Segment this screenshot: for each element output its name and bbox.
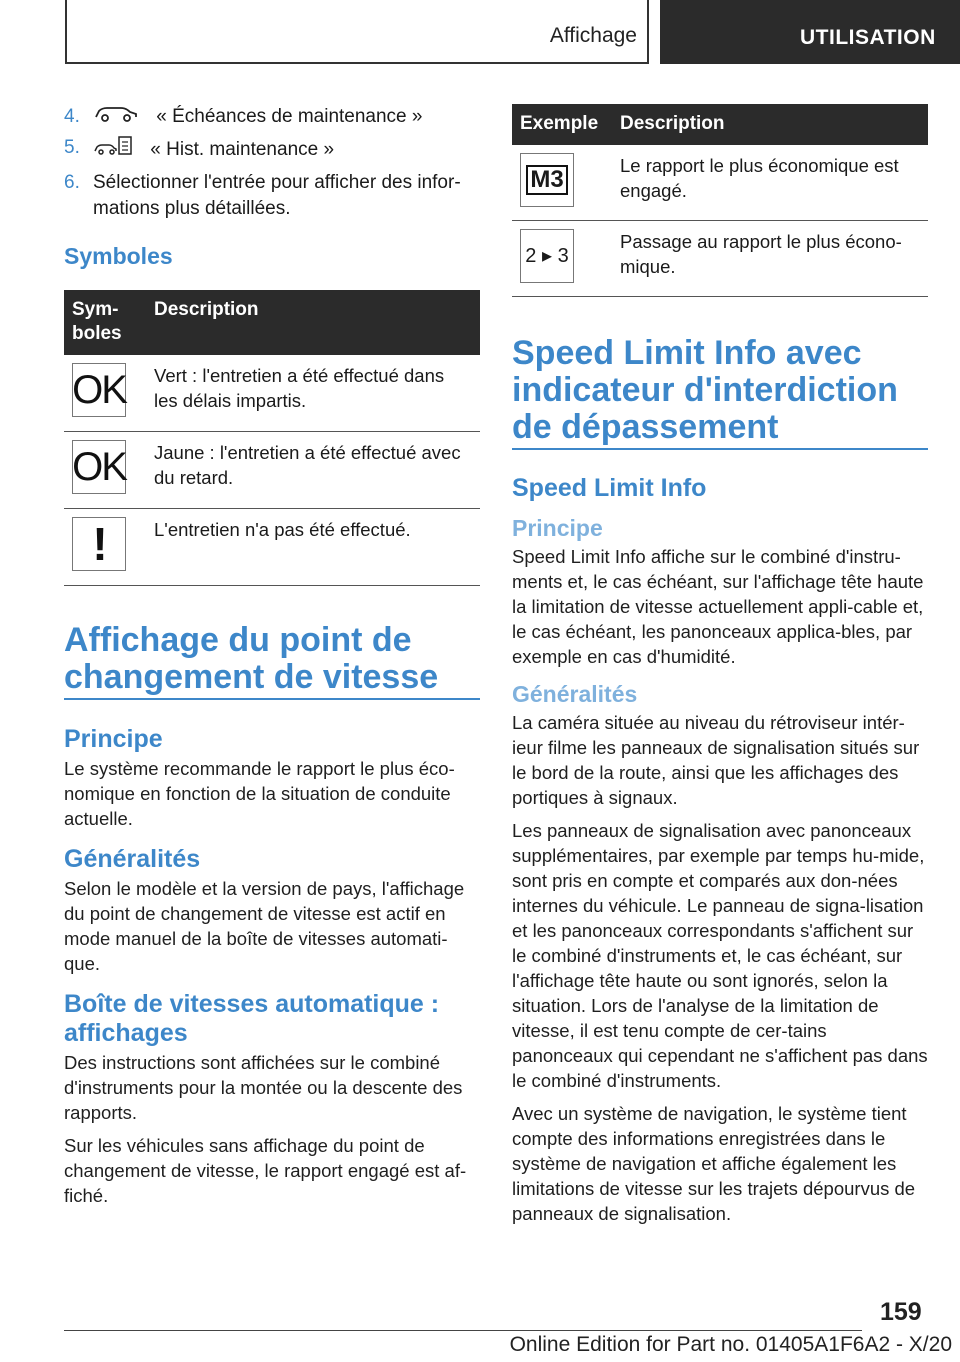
symbols-table: [64, 290, 480, 586]
paragraph: La caméra située au niveau du rétroviseur intér-ieur filme les panneaux de signalisation situés sur le bord de la route, ainsi que les affichages des portiques à signaux.: [512, 712, 920, 808]
table-cell: L'entretien n'a pas été effectué.: [146, 509, 480, 586]
footer-divider: [64, 1330, 862, 1331]
car-history-icon: [93, 135, 133, 165]
symbol-text: !: [92, 517, 106, 570]
table-header-row: [64, 290, 480, 355]
table-cell: Passage au rapport le plus écono-mique.: [612, 221, 928, 297]
header-section-title: Affichage: [549, 24, 637, 47]
table-header-row: [512, 104, 928, 145]
paragraph: Le système recommande le rapport le plus éco-nomique en fonction de la situation de conduite actuelle.: [64, 758, 455, 829]
symbol-text: M3: [526, 165, 567, 195]
gear-shift-icon: [520, 229, 574, 283]
table-cell: Jaune : l'entretien a été effectué avec du retard.: [146, 432, 480, 509]
table-cell: Vert : l'entretien a été effectué dans les délais impartis.: [146, 355, 480, 432]
header-chapter-tab: UTILISATION: [660, 0, 960, 64]
minor-heading: Généralités: [512, 681, 638, 707]
table-row: [64, 509, 480, 586]
paragraph: Des instructions sont affichées sur le combiné d'instruments pour la montée ou la descente des rapports.: [64, 1052, 463, 1123]
table-row: [64, 432, 480, 509]
list-item: [64, 170, 480, 222]
exclamation-icon: [72, 517, 126, 571]
example-table: [512, 104, 928, 297]
car-icon: [93, 104, 139, 130]
symbol-text: OK: [72, 444, 126, 489]
step-number: 6.: [64, 172, 80, 194]
speed-content: [512, 474, 928, 1234]
footer-edition: Online Edition for Part no. 01405A1F6A2 - X/20: [509, 1333, 952, 1356]
subsection-heading: Généralités: [64, 845, 201, 873]
step-number: 5.: [64, 137, 80, 159]
example-table-wrap: [512, 104, 928, 297]
subsection-heading: Principe: [64, 725, 163, 753]
step-text: « Échéances de maintenance »: [156, 106, 423, 128]
page-number: 159: [880, 1298, 922, 1326]
shift-content: [64, 725, 480, 1216]
steps-list: [64, 104, 480, 227]
subsection-heading: Speed Limit Info: [512, 474, 707, 502]
step-number: 4.: [64, 106, 80, 127]
divider: [64, 698, 480, 700]
table-cell: Le rapport le plus économique est engagé.: [612, 145, 928, 221]
section-title: Speed Limit Info avec indicateur d'interdiction de dépassement: [512, 334, 898, 446]
list-item: [64, 104, 480, 130]
paragraph: Les panneaux de signalisation avec panonceaux supplémentaires, par exemple par temps hu-mide, sont pris en compte et comparés aux don-nées internes du véhicule. Le panneau de signa-lisation et les panonceaux correspondants s'affichent sur le combiné d'instruments et, le cas échéant, sur l'affichage tête haute ou sont ignorés, selon la situation. Lors de l'analyse de la limitation de vitesse, il est tenu compte de cer-tains panonceaux qui cependant ne s'affichent pas dans le combiné d'instruments.: [512, 820, 928, 1091]
step-text: « Hist. maintenance »: [150, 139, 335, 161]
column-header: Description: [612, 104, 928, 145]
symbols-heading: Symboles: [64, 243, 173, 269]
ok-green-icon: [72, 363, 126, 417]
symbols-table-wrap: [64, 290, 480, 586]
paragraph: Avec un système de navigation, le système tient compte des informations enregistrées dans le système de navigation et affiche également les limitations de vitesse sur les trajets dépourvus de panneaux de signalisation.: [512, 1103, 916, 1224]
step-text: Sélectionner l'entrée pour afficher des infor-mations plus détaillées.: [93, 172, 461, 220]
divider: [512, 448, 928, 450]
table-row: [512, 221, 928, 297]
column-header: Description: [146, 290, 480, 355]
section-title: Affichage du point de changement de vitesse: [64, 621, 439, 696]
list-item: [64, 135, 480, 165]
gear-m3-icon: [520, 153, 574, 207]
paragraph: Selon le modèle et la version de pays, l'affichage du point de changement de vitesse est actif en mode manuel de la boîte de vitesses automati-que.: [64, 878, 465, 974]
table-row: [64, 355, 480, 432]
symbol-text: OK: [72, 367, 126, 412]
paragraph: Speed Limit Info affiche sur le combiné d'instru-ments et, le cas échéant, sur l'affichage tête haute la limitation de vitesse actuellement appli-cable et, le cas échéant, les panonceaux applica-bles, par exemple en cas d'humidité.: [512, 546, 924, 667]
symbol-text: 2 ▸ 3: [525, 244, 569, 267]
ok-yellow-icon: [72, 440, 126, 494]
paragraph: Sur les véhicules sans affichage du point de changement de vitesse, le rapport engagé est af-fiché.: [64, 1135, 467, 1206]
subsection-heading: Boîte de vitesses automatique : affichages: [64, 990, 440, 1047]
column-header: Sym-boles: [64, 290, 146, 355]
minor-heading: Principe: [512, 515, 603, 541]
column-header: Exemple: [512, 104, 612, 145]
table-row: [512, 145, 928, 221]
